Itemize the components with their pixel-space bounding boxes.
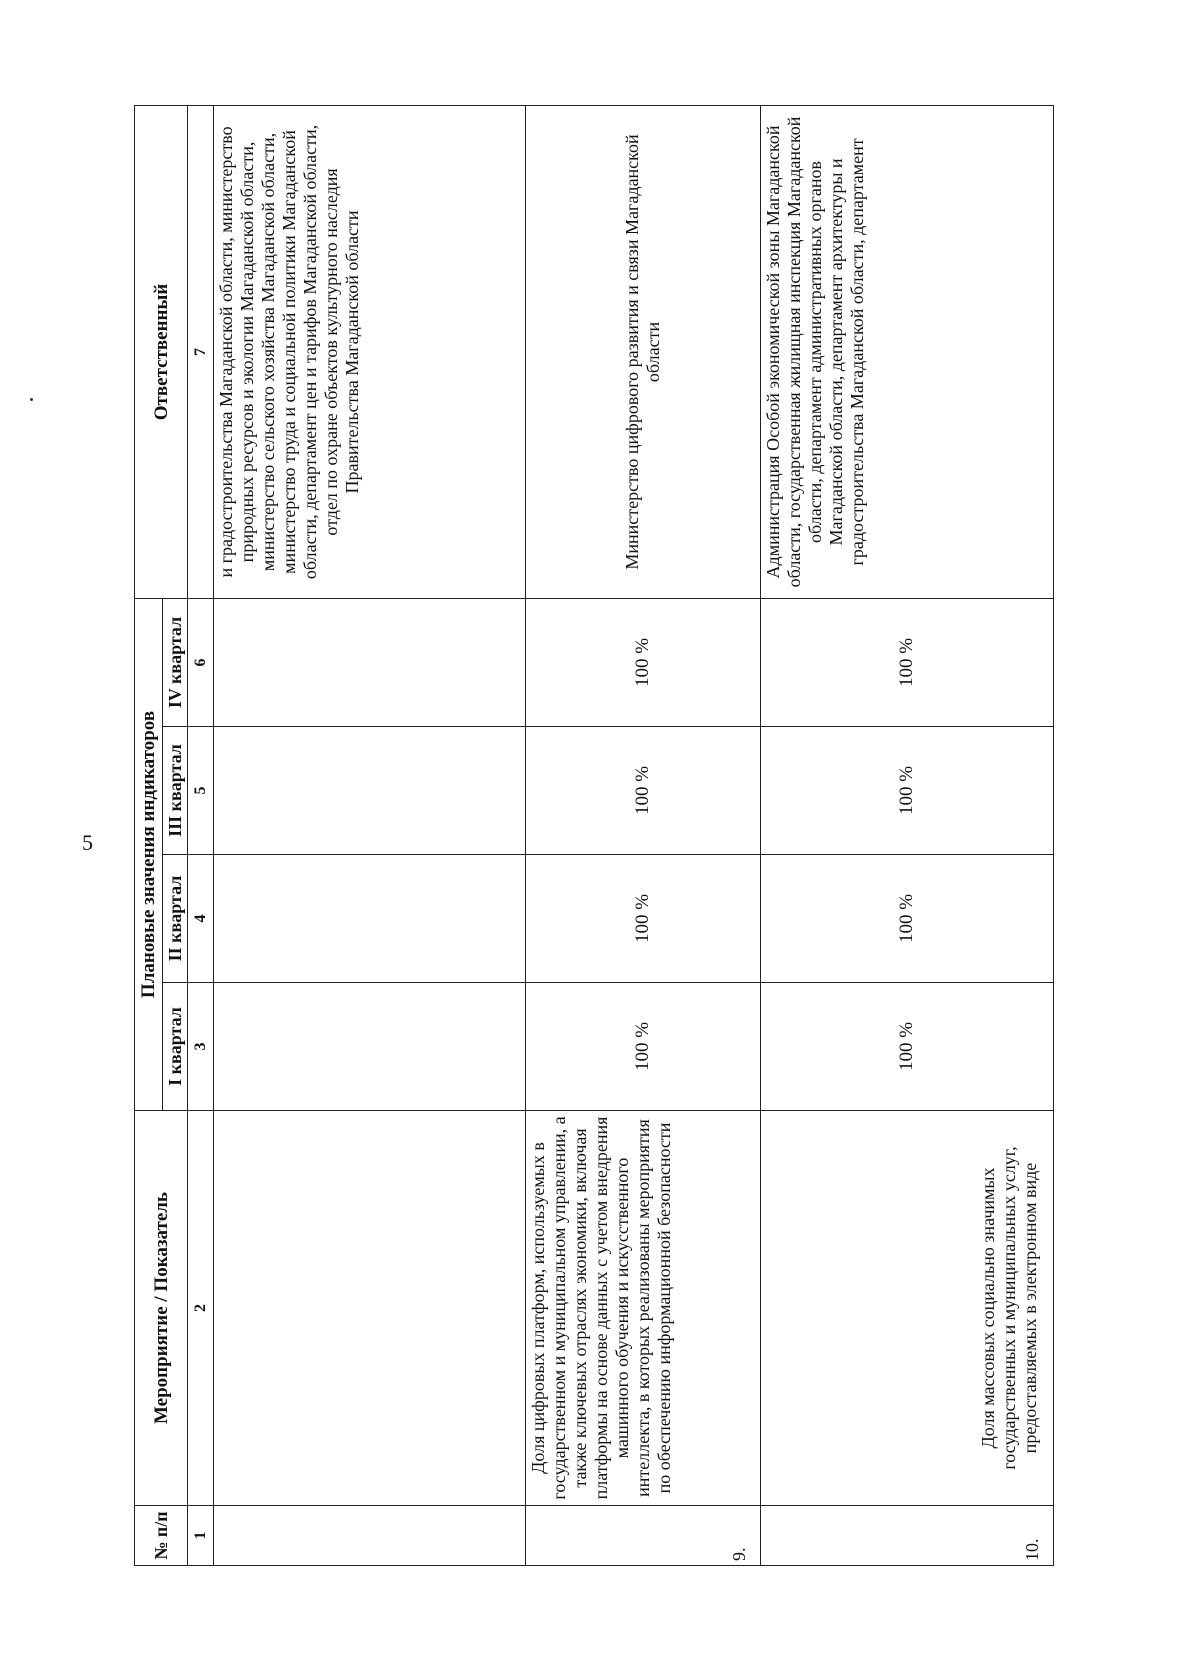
header-q2: II квартал — [163, 855, 188, 983]
row-responsible: Министерство цифрового развития и связи Магаданской области — [526, 105, 761, 598]
row-q3 — [214, 727, 526, 855]
row-q1 — [214, 983, 526, 1111]
row-no: 9. — [526, 1506, 761, 1566]
table-row — [214, 105, 526, 1565]
row-indicator: Доля цифровых платформ, используемых в государственном и муниципальном управлении, а также ключевых отраслях экономики, включая платформы на основе данных с учетом внедрения машинного обучения и искусственного интеллекта, в которых реализованы мероприятия по обеспечению информационной безопасности — [526, 1111, 761, 1506]
rotated-table-wrapper — [134, 106, 1052, 1566]
header-q3: III квартал — [163, 727, 188, 855]
header-responsible: Ответственный — [135, 105, 188, 598]
col-num: 1 — [188, 1506, 214, 1566]
row-q3: 100 % — [526, 727, 761, 855]
header-measure: Мероприятие / Показатель — [135, 1111, 188, 1506]
indicators-table — [134, 105, 1054, 1566]
row-q3: 100 % — [761, 727, 1054, 855]
row-q2: 100 % — [526, 855, 761, 983]
col-num: 4 — [188, 855, 214, 983]
row-q1: 100 % — [761, 983, 1054, 1111]
col-num: 6 — [188, 598, 214, 726]
row-indicator: Доля массовых социально значимых государственных и муниципальных услуг, предоставляемых в электронном виде — [761, 1111, 1054, 1506]
row-q4: 100 % — [761, 598, 1054, 726]
col-num: 5 — [188, 727, 214, 855]
page-number: 5 — [82, 830, 93, 855]
header-q4: IV квартал — [163, 598, 188, 726]
row-responsible: Администрация Особой экономической зоны Магаданской области, государственная жилищная инспекция Магаданской области, департамент административных органов Магаданской области, департамент архитектуры и градостроительства Магаданской области, департамент — [761, 105, 1054, 598]
header-plan-values: Плановые значения индикаторов — [135, 598, 163, 1110]
row-no — [214, 1506, 526, 1566]
header-row-1 — [135, 105, 163, 1565]
col-num: 7 — [188, 105, 214, 598]
col-num: 3 — [188, 983, 214, 1111]
row-q2: 100 % — [761, 855, 1054, 983]
table-row — [761, 105, 1054, 1565]
row-q4: 100 % — [526, 598, 761, 726]
row-q2 — [214, 855, 526, 983]
row-responsible: и градостроительства Магаданской области, министерство природных ресурсов и экологии Магаданской области, министерство сельского хозяйства Магаданской области, министерство труда и социальной политики Магаданской области, департамент цен и тарифов Магаданской области, отдел по охране объектов культурного наследия Правительства Магаданской области — [214, 105, 526, 598]
row-indicator — [214, 1111, 526, 1506]
scan-speck — [30, 398, 33, 401]
col-num: 2 — [188, 1111, 214, 1506]
row-q4 — [214, 598, 526, 726]
column-number-row — [188, 105, 214, 1565]
row-no: 10. — [761, 1506, 1054, 1566]
header-q1: I квартал — [163, 983, 188, 1111]
header-no: № п/п — [135, 1506, 188, 1566]
row-q1: 100 % — [526, 983, 761, 1111]
table-row — [526, 105, 761, 1565]
